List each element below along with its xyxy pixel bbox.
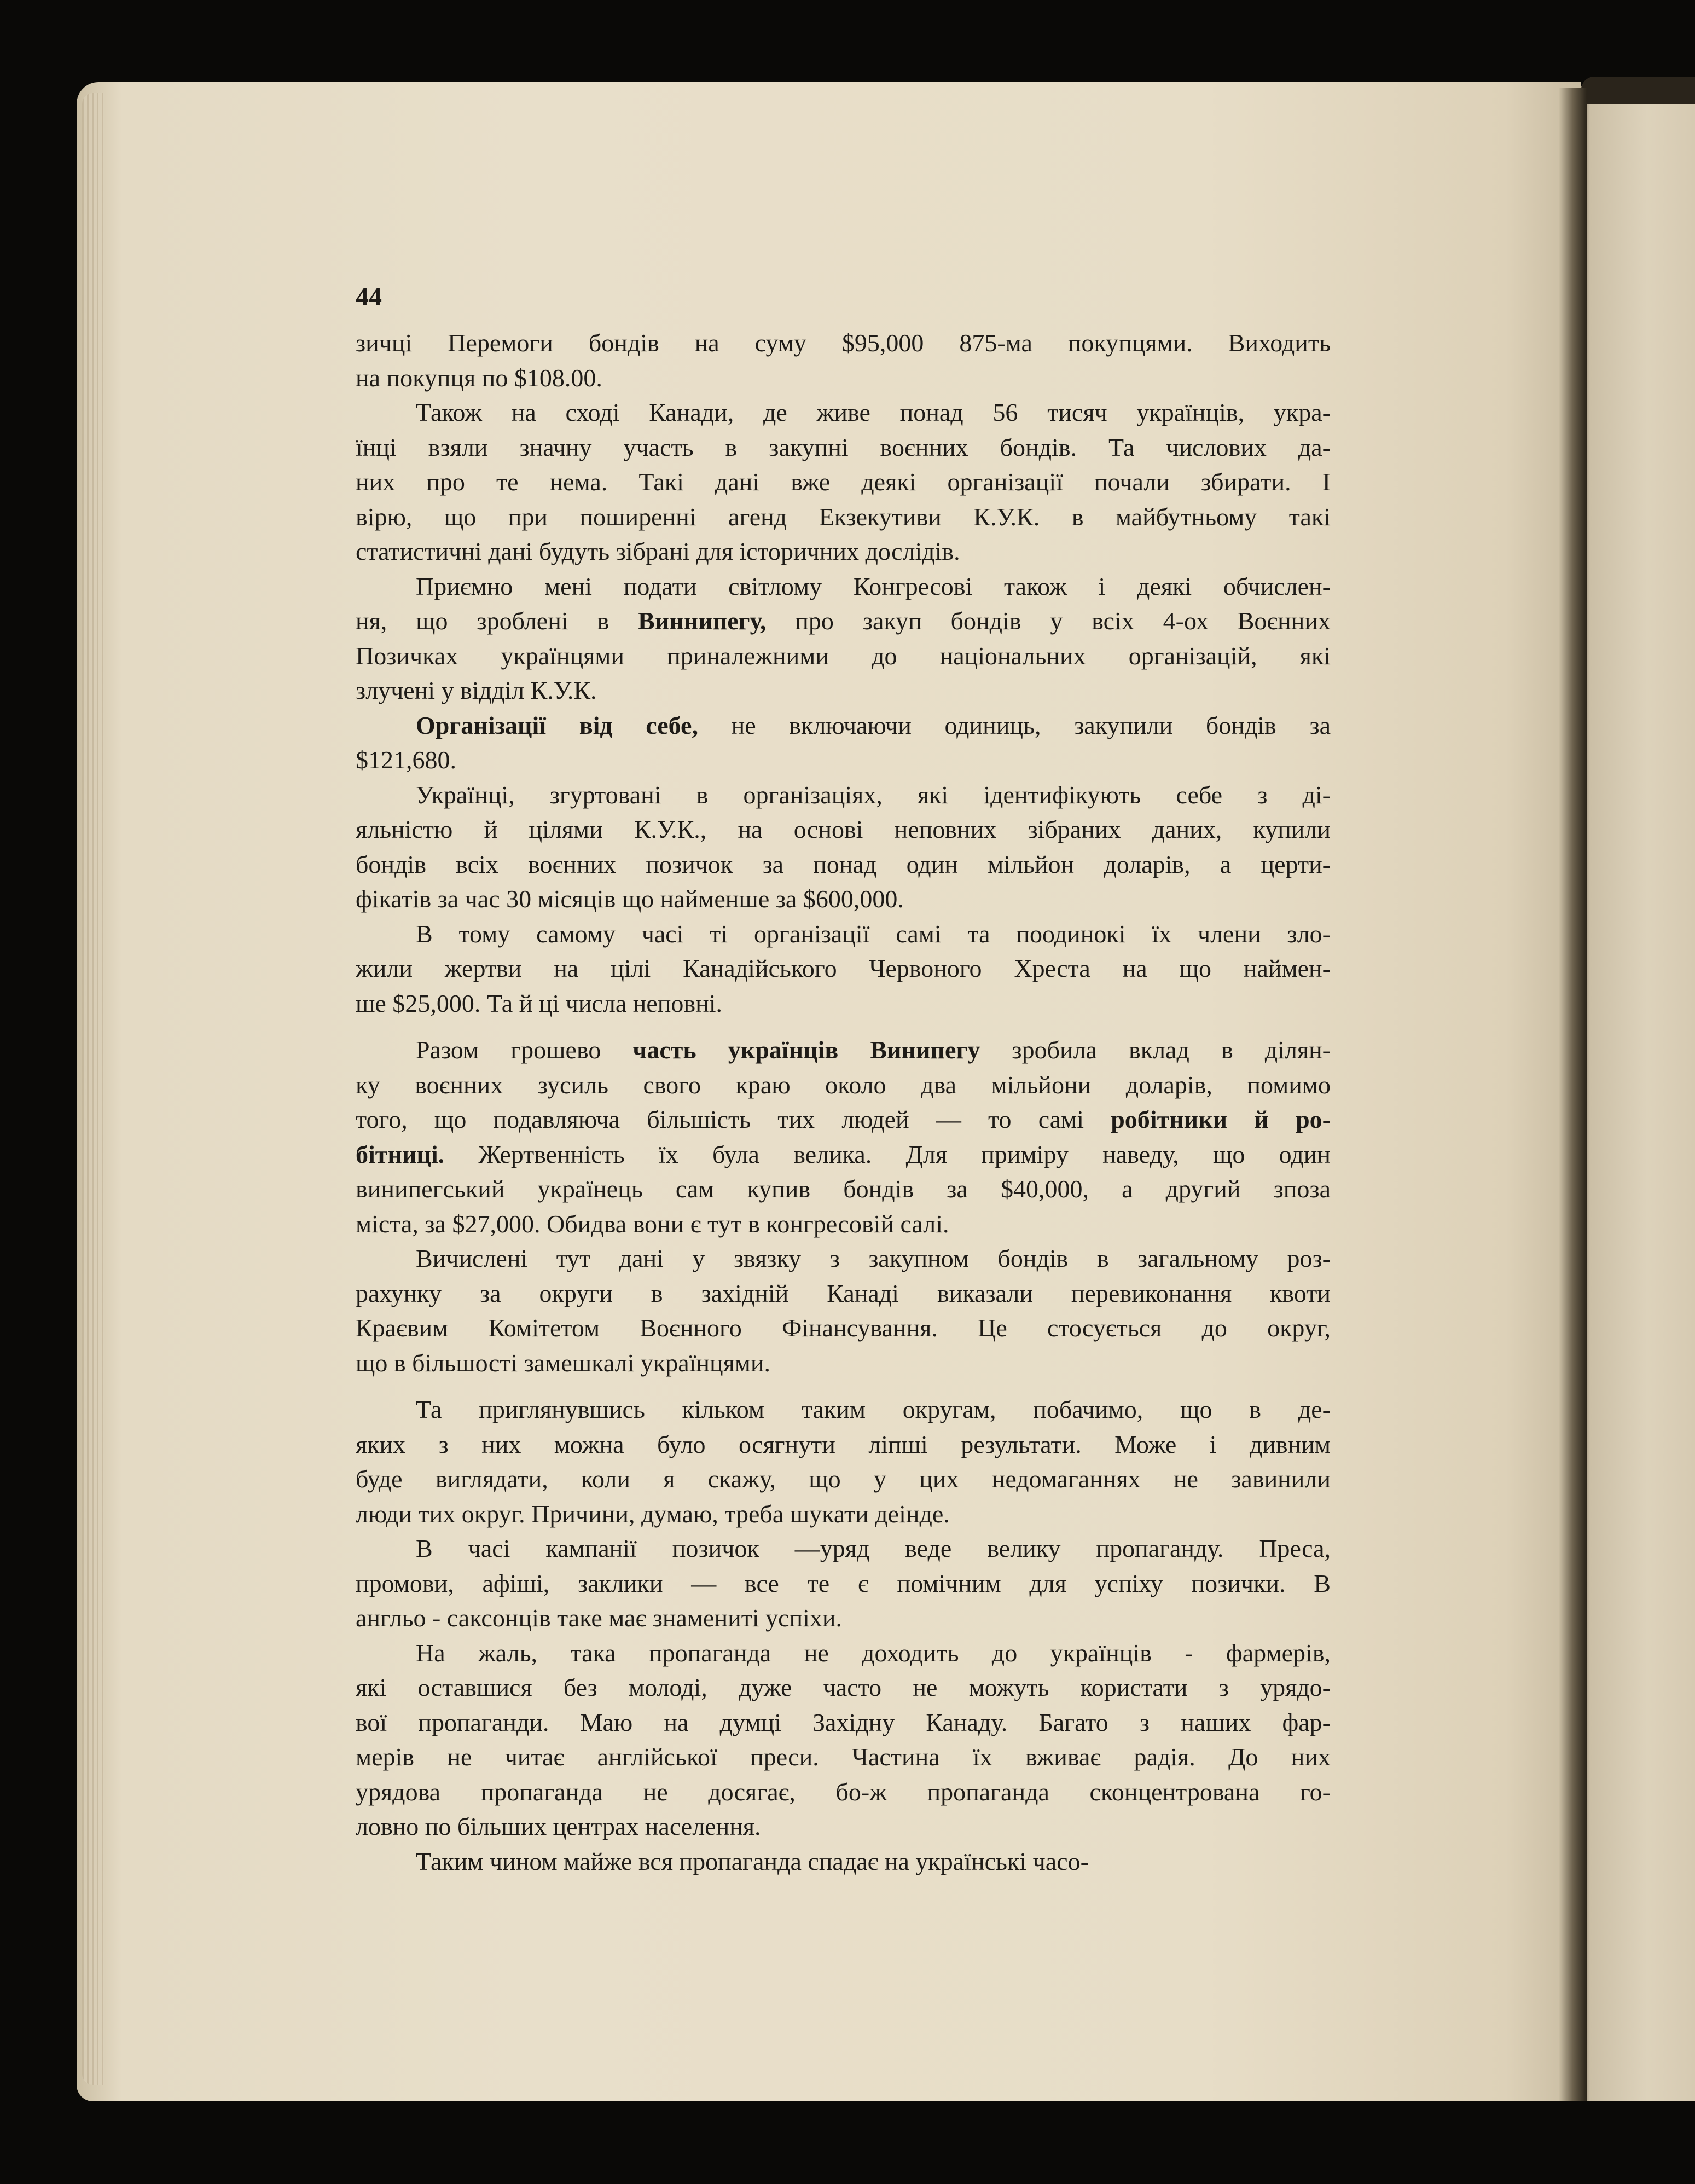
paragraph (356, 917, 1331, 1021)
text-run: Також на сході Канади, де живе понад 56 тисяч українців, укра- (416, 398, 1331, 426)
paragraph-gap (356, 1021, 1331, 1033)
bold-run: бітниці. (356, 1140, 445, 1168)
body-text (356, 285, 1331, 1879)
text-line (356, 1427, 1331, 1462)
text-line (356, 847, 1331, 882)
text-run: Краєвим Комітетом Воєнного Фінансування. Це стосується до округ, (356, 1314, 1331, 1342)
paragraph-gap (356, 1380, 1331, 1392)
text-run: жили жертви на цілі Канадійського Червоного Хреста на що наймен- (356, 954, 1331, 982)
text-run: рахунку за округи в західній Канаді виказали перевиконання квоти (356, 1279, 1331, 1307)
paragraph (356, 778, 1331, 917)
text-line (356, 1346, 1331, 1381)
text-run: фікатів за час 30 місяців що найменше за $600,000. (356, 885, 904, 913)
text-run: англьо - саксонців таке має знамениті успіхи. (356, 1604, 843, 1632)
text-line (356, 673, 1331, 708)
text-run: Позичках українцями приналежними до національних організацій, які (356, 641, 1331, 670)
text-line (356, 1740, 1331, 1775)
text-line (356, 534, 1331, 569)
text-run: того, що подавляюча більшість тих людей — то самі (356, 1105, 1111, 1133)
text-line (356, 326, 1331, 361)
text-line (356, 465, 1331, 500)
text-line (356, 1311, 1331, 1346)
bold-run: Виннипегу, (638, 607, 767, 635)
text-run: Таким чином майже вся пропаганда спадає на українські часо- (416, 1847, 1089, 1875)
text-run: Приємно мені подати світлому Конгресові також і деякі обчислен- (416, 572, 1331, 600)
text-run: мерів не читає англійської преси. Частина їх вживає радія. До них (356, 1743, 1331, 1771)
page-number: 44 (356, 282, 382, 311)
book-gutter (1559, 88, 1587, 2101)
text-run: не включаючи одиниць, закупили бондів за (698, 711, 1331, 739)
text-run: статистичні дані будуть зібрані для історичних дослідів. (356, 537, 960, 565)
text-line (356, 500, 1331, 535)
text-line (356, 951, 1331, 986)
text-line (356, 1531, 1331, 1566)
text-run: буде виглядати, коли я скажу, що у цих недомаганнях не завинили (356, 1465, 1331, 1493)
text-run: Разом грошево (416, 1036, 633, 1064)
text-line (356, 1172, 1331, 1207)
paragraph (356, 1844, 1331, 1879)
text-line (356, 1033, 1331, 1068)
paragraph (356, 569, 1331, 708)
text-line (356, 1241, 1331, 1276)
text-run: ше $25,000. Та й ці числа неповні. (356, 989, 723, 1017)
text-run: злучені у відділ К.У.К. (356, 676, 597, 704)
text-run: зичці Перемоги бондів на суму $95,000 875-ма покупцями. Виходить (356, 329, 1331, 357)
page-stack-edge (82, 93, 104, 2085)
paragraph (356, 326, 1331, 395)
text-run: які оставшися без молоді, дуже часто не можуть користати з урядо- (356, 1673, 1331, 1701)
text-run: На жаль, така пропаганда не доходить до українців - фармерів, (416, 1638, 1331, 1667)
text-line (356, 1809, 1331, 1844)
text-run: вої пропаганди. Маю на думці Західну Канаду. Багато з наших фар- (356, 1708, 1331, 1736)
text-run: ловно по більших центрах населення. (356, 1812, 761, 1840)
text-line (356, 1705, 1331, 1740)
text-line (356, 1068, 1331, 1103)
paragraph (356, 1531, 1331, 1636)
paragraph (356, 395, 1331, 569)
text-line (356, 778, 1331, 813)
text-line (356, 708, 1331, 743)
text-run: Українці, згуртовані в організаціях, які ідентифікують себе з ді- (416, 780, 1331, 809)
text-line (356, 569, 1331, 604)
header-spacer (356, 285, 1331, 326)
text-line (356, 1566, 1331, 1601)
paragraph (356, 1033, 1331, 1241)
text-line (356, 1207, 1331, 1242)
text-run: люди тих округ. Причини, думаю, треба шукати деінде. (356, 1499, 950, 1528)
text-run: міста, за $27,000. Обидва вони є тут в конгресовій салі. (356, 1209, 949, 1238)
text-run: промови, афіші, заклики — все те є помічним для успіху позички. В (356, 1569, 1331, 1597)
text-line (356, 743, 1331, 778)
bold-run: Організації від себе, (416, 711, 698, 739)
text-run: В тому самому часі ті організації самі та поодинокі їх члени зло- (416, 919, 1331, 948)
text-run: яльністю й цілями К.У.К., на основі неповних зібраних даних, купили (356, 815, 1331, 843)
text-line (356, 1670, 1331, 1705)
text-run: їнці взяли значну участь в закупні воєнних бондів. Та числових да- (356, 433, 1331, 461)
text-run: них про те нема. Такі дані вже деякі організації почали збирати. І (356, 468, 1331, 496)
text-line (356, 1497, 1331, 1532)
text-run: зробила вклад в ділян- (980, 1036, 1331, 1064)
text-run: Вичислені тут дані у звязку з закупном бондів в загальному роз- (416, 1244, 1331, 1272)
text-line (356, 917, 1331, 952)
paragraph (356, 1392, 1331, 1531)
text-line (356, 361, 1331, 396)
text-line (356, 1601, 1331, 1636)
text-line (356, 1276, 1331, 1311)
paragraph (356, 1636, 1331, 1844)
bold-run: робітники й ро- (1111, 1105, 1331, 1133)
text-line (356, 395, 1331, 430)
text-line (356, 812, 1331, 847)
bold-run: часть українців Винипегу (632, 1036, 980, 1064)
text-run: ку воєнних зусиль свого краю около два мільйони доларів, помимо (356, 1070, 1331, 1099)
text-run: на покупця по $108.00. (356, 363, 602, 392)
text-line (356, 1392, 1331, 1427)
text-line (356, 882, 1331, 917)
text-line (356, 1137, 1331, 1172)
text-line (356, 639, 1331, 674)
text-run: бондів всіх воєнних позичок за понад один мільйон доларів, а церти- (356, 850, 1331, 878)
paragraph (356, 1241, 1331, 1380)
facing-page-edge (1576, 82, 1695, 2101)
text-line (356, 1462, 1331, 1497)
text-line (356, 430, 1331, 465)
text-line (356, 1844, 1331, 1879)
text-run: яких з них можна було осягнути ліпші результати. Може і дивним (356, 1430, 1331, 1458)
text-run: ня, що зроблені в (356, 607, 638, 635)
text-line (356, 1775, 1331, 1810)
text-run: $121,680. (356, 746, 456, 774)
text-run: урядова пропаганда не досягає, бо-ж пропаганда сконцентрована го- (356, 1777, 1331, 1806)
text-run: про закуп бондів у всіх 4-ох Воєнних (766, 607, 1331, 635)
text-run: Та приглянувшись кільком таким округам, побачимо, що в де- (416, 1395, 1331, 1423)
facing-page-top-edge (1581, 77, 1695, 104)
text-line (356, 1102, 1331, 1137)
paragraph (356, 708, 1331, 778)
text-run: В часі кампанії позичок —уряд веде велику пропаганду. Преса, (416, 1534, 1331, 1562)
text-run: що в більшості замешкалі українцями. (356, 1348, 771, 1377)
text-run: винипегський українець сам купив бондів за $40,000, а другий зпоза (356, 1175, 1331, 1203)
text-line (356, 986, 1331, 1021)
text-run: вірю, що при поширенні агенд Екзекутиви К.У.К. в майбутньому такі (356, 502, 1331, 531)
text-run: Жертвенність їх була велика. Для приміру наведу, що один (444, 1140, 1331, 1168)
text-line (356, 604, 1331, 639)
text-line (356, 1636, 1331, 1671)
